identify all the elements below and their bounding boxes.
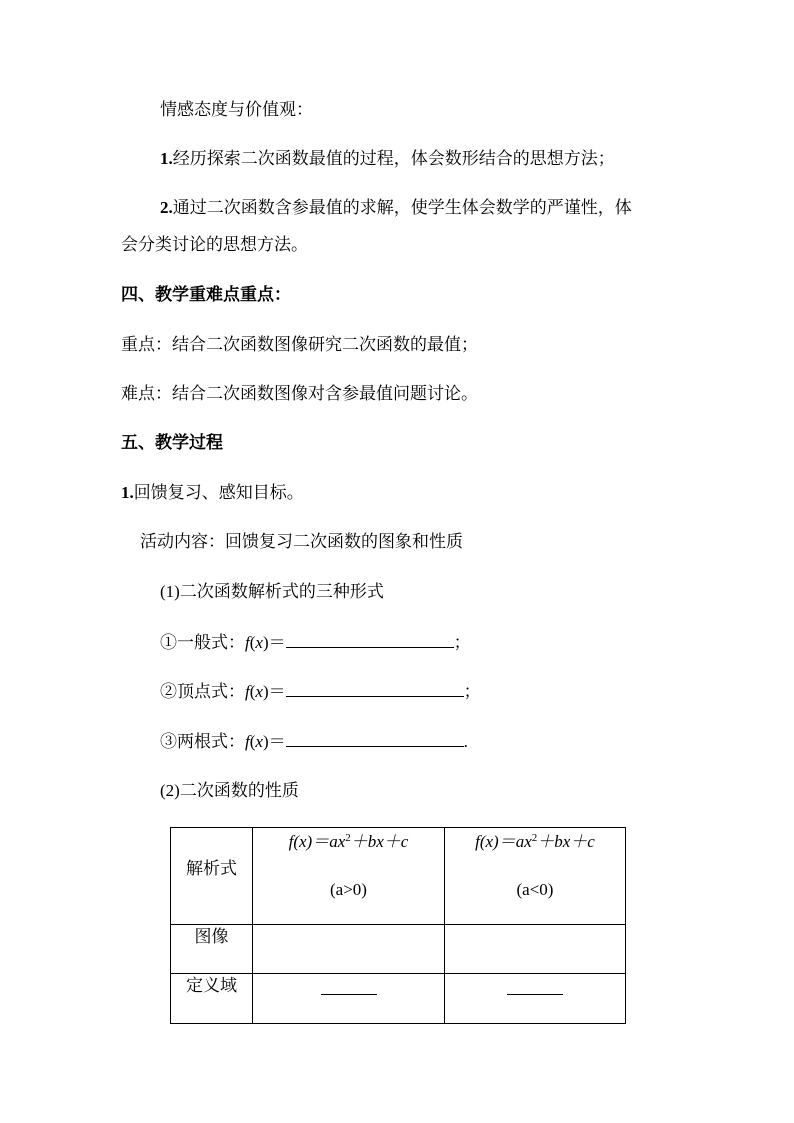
form-vertex-label: ②顶点式：	[160, 682, 245, 702]
row-label-domain: 定义域	[171, 974, 253, 1024]
form-general-end: ；	[453, 633, 471, 653]
part-1-text: 二次函数解析式的三种形式	[179, 582, 384, 602]
table-row-domain	[171, 974, 626, 1024]
objective-item-2-text: 通过二次函数含参最值的求解，使学生体会数学的严谨性，体	[172, 198, 632, 218]
part-2-text: 二次函数的性质	[179, 781, 299, 801]
fx-open: (	[249, 732, 256, 751]
cell-domain-a-positive[interactable]	[253, 974, 445, 1024]
activity-content: 活动内容：回馈复习二次函数的图象和性质	[140, 532, 463, 552]
form-vertex-blank[interactable]	[286, 680, 464, 697]
formula-a-positive: $f(x)=ax^2+bx+c$	[288, 832, 409, 851]
objective-item-2-number: 2.	[160, 198, 173, 217]
fx-x: x	[255, 682, 263, 701]
form-general	[160, 631, 471, 654]
part-1-label: (1)	[160, 582, 180, 601]
cell-graph-a-positive[interactable]	[253, 925, 445, 974]
quadratic-properties-table	[170, 827, 626, 1024]
form-roots-label: ③两根式：	[160, 732, 245, 752]
section3-heading: 情感态度与价值观：	[160, 100, 313, 120]
form-roots	[160, 730, 468, 753]
domain-blank-a-negative[interactable]	[507, 980, 563, 995]
form-roots-end: .	[463, 732, 468, 751]
step-1-number: 1.	[121, 483, 134, 502]
form-general-label: ①一般式：	[160, 633, 245, 653]
objective-item-1	[160, 148, 615, 170]
fx-close: )＝	[262, 682, 286, 701]
cell-expression-a-positive	[253, 828, 445, 925]
table-row-graph	[171, 925, 626, 974]
fx-open: (	[249, 633, 256, 652]
row-label-expression: 解析式	[171, 828, 253, 925]
table-row-expression	[171, 828, 626, 925]
fx-close: )＝	[262, 732, 286, 751]
section5-heading: 五、教学过程	[121, 433, 223, 453]
part-2-label: (2)	[160, 781, 180, 800]
part-1	[160, 581, 384, 603]
part-2	[160, 780, 299, 802]
cell-graph-a-negative[interactable]	[445, 925, 626, 974]
cell-domain-a-negative[interactable]	[445, 974, 626, 1024]
objective-item-2-continuation: 会分类讨论的思想方法。	[121, 235, 308, 255]
fx-x: x	[255, 633, 263, 652]
domain-blank-a-positive[interactable]	[321, 980, 377, 995]
fx-f: f	[245, 633, 250, 652]
row-label-graph: 图像	[171, 925, 253, 974]
step-1-text: 回馈复习、感知目标。	[133, 483, 304, 503]
step-1	[121, 482, 304, 504]
condition-a-negative: (a<0)	[516, 880, 554, 899]
key-point: 重点：结合二次函数图像研究二次函数的最值；	[121, 335, 478, 355]
form-general-blank[interactable]	[286, 631, 454, 648]
difficult-point: 难点：结合二次函数图像对含参最值问题讨论。	[121, 384, 478, 404]
cell-expression-a-negative	[445, 828, 626, 925]
form-roots-blank[interactable]	[286, 730, 464, 747]
objective-item-1-text: 经历探索二次函数最值的过程，体会数形结合的思想方法；	[172, 149, 615, 169]
condition-a-positive: (a>0)	[330, 880, 367, 899]
fx-x: x	[255, 732, 263, 751]
fx-open: (	[249, 682, 256, 701]
objective-item-1-number: 1.	[160, 149, 173, 168]
fx-f: f	[245, 682, 250, 701]
objective-item-2	[160, 197, 632, 219]
fx-close: )＝	[262, 633, 286, 652]
section4-heading: 四、教学重难点重点：	[121, 285, 291, 305]
form-vertex-end: ；	[463, 682, 481, 702]
formula-a-negative: $f(x)=ax^2+bx+c$	[475, 832, 595, 851]
form-vertex	[160, 680, 481, 703]
fx-f: f	[245, 732, 250, 751]
